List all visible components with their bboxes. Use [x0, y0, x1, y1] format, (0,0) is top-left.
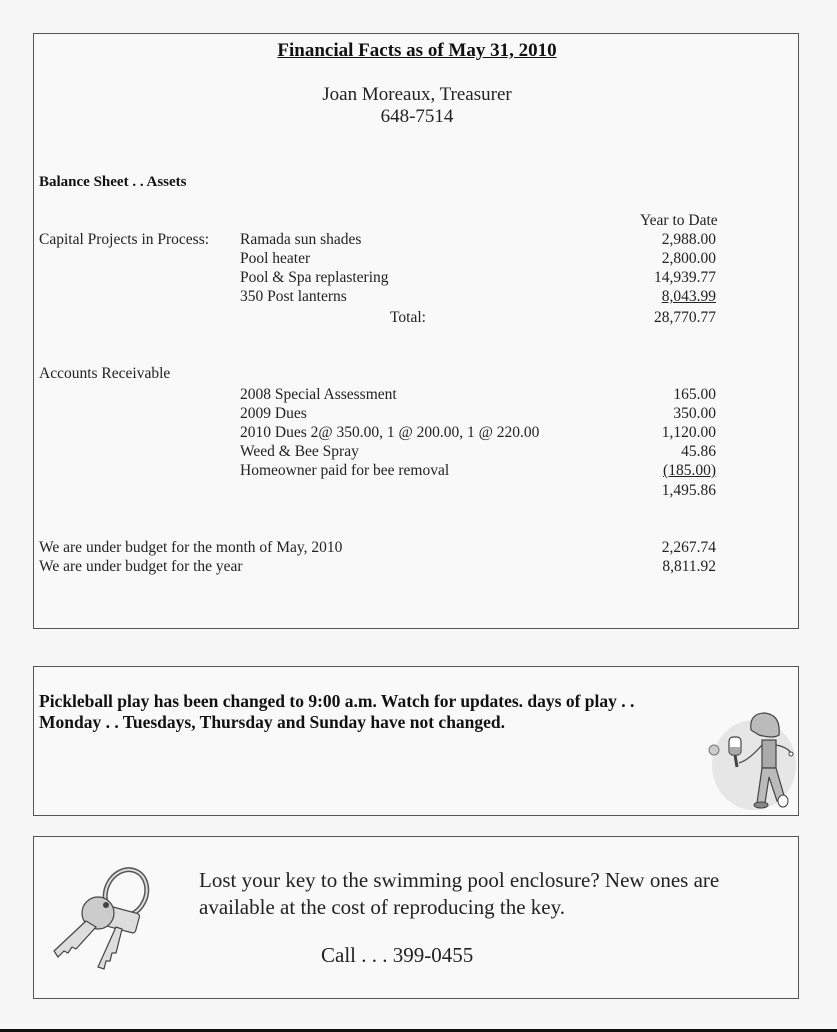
line-item-amount: 8,043.99: [661, 288, 716, 305]
receivable-total-amount: 1,495.86: [661, 482, 716, 499]
pool-key-notice-panel: [33, 836, 799, 999]
line-item-amount: 350.00: [673, 405, 716, 422]
pickleball-notice-text: Pickleball play has been changed to 9:00 a.m. Watch for updates. days of play . . Monday . . Tuesdays, Thursday and Sunday have not changed.: [39, 691, 635, 732]
line-item-name: Weed & Bee Spray: [240, 443, 359, 460]
accounts-receivable-label: Accounts Receivable: [39, 365, 171, 382]
pool-key-notice-text: Lost your key to the swimming pool enclosure? New ones are available at the cost of reproducing the key.: [199, 868, 720, 919]
line-item-name: 350 Post lanterns: [240, 288, 347, 305]
page-title: Financial Facts as of May 31, 2010: [277, 40, 557, 61]
line-item-amount: (185.00): [663, 462, 716, 479]
treasurer-phone: 648-7514: [380, 106, 454, 127]
line-item-name: Pool heater: [240, 250, 311, 267]
line-item-amount: 45.86: [681, 443, 716, 460]
line-item-name: 2009 Dues: [240, 405, 307, 422]
pickleball-player-icon: [699, 695, 799, 815]
treasurer-name: Joan Moreaux, Treasurer: [322, 84, 512, 105]
ytd-column-header: Year to Date: [640, 212, 718, 229]
balance-sheet-heading: Balance Sheet . . Assets: [39, 174, 187, 190]
line-item-amount: 14,939.77: [654, 269, 716, 286]
line-item-name: Ramada sun shades: [240, 231, 362, 248]
line-item-name: Homeowner paid for bee removal: [240, 462, 450, 479]
pool-key-call-number: Call . . . 399-0455: [321, 943, 474, 967]
keys-icon: [46, 855, 176, 975]
budget-line-text: We are under budget for the month of May, 2010: [39, 539, 343, 556]
line-item-amount: 1,120.00: [661, 424, 716, 441]
line-item-name: Pool & Spa replastering: [240, 269, 389, 286]
budget-line-text: We are under budget for the year: [39, 558, 243, 575]
budget-line-amount: 8,811.92: [662, 558, 716, 575]
capital-total-label: Total:: [390, 309, 426, 326]
line-item-name: 2008 Special Assessment: [240, 386, 397, 403]
line-item-name: 2010 Dues 2@ 350.00, 1 @ 200.00, 1 @ 220.00: [240, 424, 540, 441]
line-item-amount: 2,800.00: [661, 250, 716, 267]
line-item-amount: 165.00: [673, 386, 716, 403]
financial-facts-panel: [33, 33, 799, 629]
budget-line-amount: 2,267.74: [661, 539, 716, 556]
line-item-amount: 2,988.00: [661, 231, 716, 248]
capital-projects-label: Capital Projects in Process:: [39, 231, 210, 248]
capital-total-amount: 28,770.77: [654, 309, 716, 326]
pickleball-notice-panel: [33, 666, 799, 816]
